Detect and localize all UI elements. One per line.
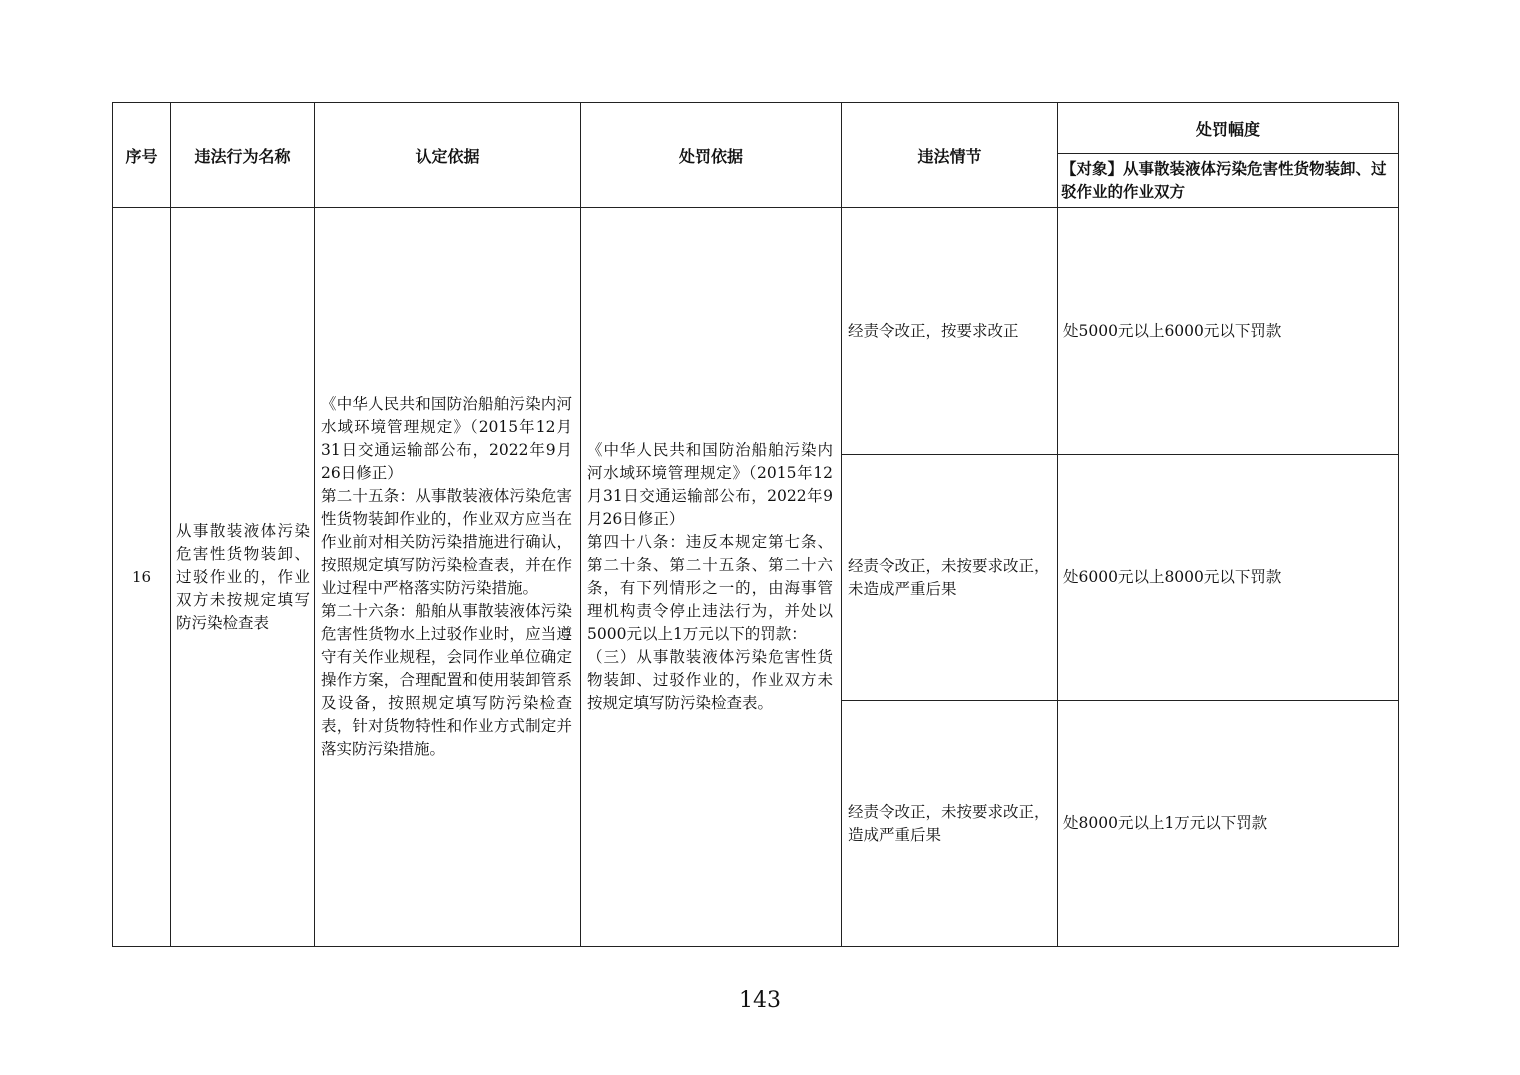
penalty-standard-table: [112, 102, 1399, 947]
circumstance-tier-2: 经责令改正，未按要求改正，未造成严重后果: [842, 455, 1058, 701]
header-penalty-basis: 处罚依据: [581, 103, 842, 208]
penalty-basis-article-48: 第四十八条：违反本规定第七条、第二十条、第二十五条、第二十六条，有下列情形之一的，由海事管理机构责令停止违法行为，并处以5000元以上1万元以下的罚款：: [587, 533, 833, 643]
header-penalty-range: 处罚幅度: [1058, 103, 1399, 154]
penalty-tier-3: 处8000元以上1万元以下罚款: [1058, 701, 1399, 947]
identification-basis-article-25: 第二十五条：从事散装液体污染危害性货物装卸作业的，作业双方应当在作业前对相关防污染措施进行确认，按照规定填写防污染检查表，并在作业过程中严格落实防污染措施。: [321, 487, 572, 597]
penalty-basis-item-3: （三）从事散装液体污染危害性货物装卸、过驳作业的，作业双方未按规定填写防污染检查表。: [587, 648, 833, 712]
page-number: 143: [739, 988, 781, 1013]
table-row: [113, 208, 1399, 455]
penalty-tier-2: 处6000元以上8000元以下罚款: [1058, 455, 1399, 701]
header-seq: 序号: [113, 103, 171, 208]
circumstance-tier-3: 经责令改正，未按要求改正，造成严重后果: [842, 701, 1058, 947]
identification-basis-source: 《中华人民共和国防治船舶污染内河水域环境管理规定》（2015年12月31日交通运输部公布，2022年9月26日修正）: [321, 395, 572, 482]
row-seq: 16: [113, 208, 171, 947]
identification-basis-article-26: 第二十六条：船舶从事散装液体污染危害性货物水上过驳作业时，应当遵守有关作业规程，会同作业单位确定操作方案，合理配置和使用装卸管系及设备，按照规定填写防污染检查表，针对货物特性和作业方式制定并落实防污染措施。: [321, 602, 572, 758]
penalty-basis: [581, 208, 842, 947]
identification-basis: [315, 208, 581, 947]
header-penalty-target: 【对象】从事散装液体污染危害性货物装卸、过驳作业的作业双方: [1058, 154, 1399, 208]
penalty-basis-source: 《中华人民共和国防治船舶污染内河水域环境管理规定》（2015年12月31日交通运输部公布，2022年9月26日修正）: [587, 441, 833, 528]
header-identification-basis: 认定依据: [315, 103, 581, 208]
circumstance-tier-1: 经责令改正，按要求改正: [842, 208, 1058, 455]
violation-name: 从事散装液体污染危害性货物装卸、过驳作业的，作业双方未按规定填写防污染检查表: [171, 208, 315, 947]
penalty-tier-1: 处5000元以上6000元以下罚款: [1058, 208, 1399, 455]
header-violation-name: 违法行为名称: [171, 103, 315, 208]
header-circumstances: 违法情节: [842, 103, 1058, 208]
